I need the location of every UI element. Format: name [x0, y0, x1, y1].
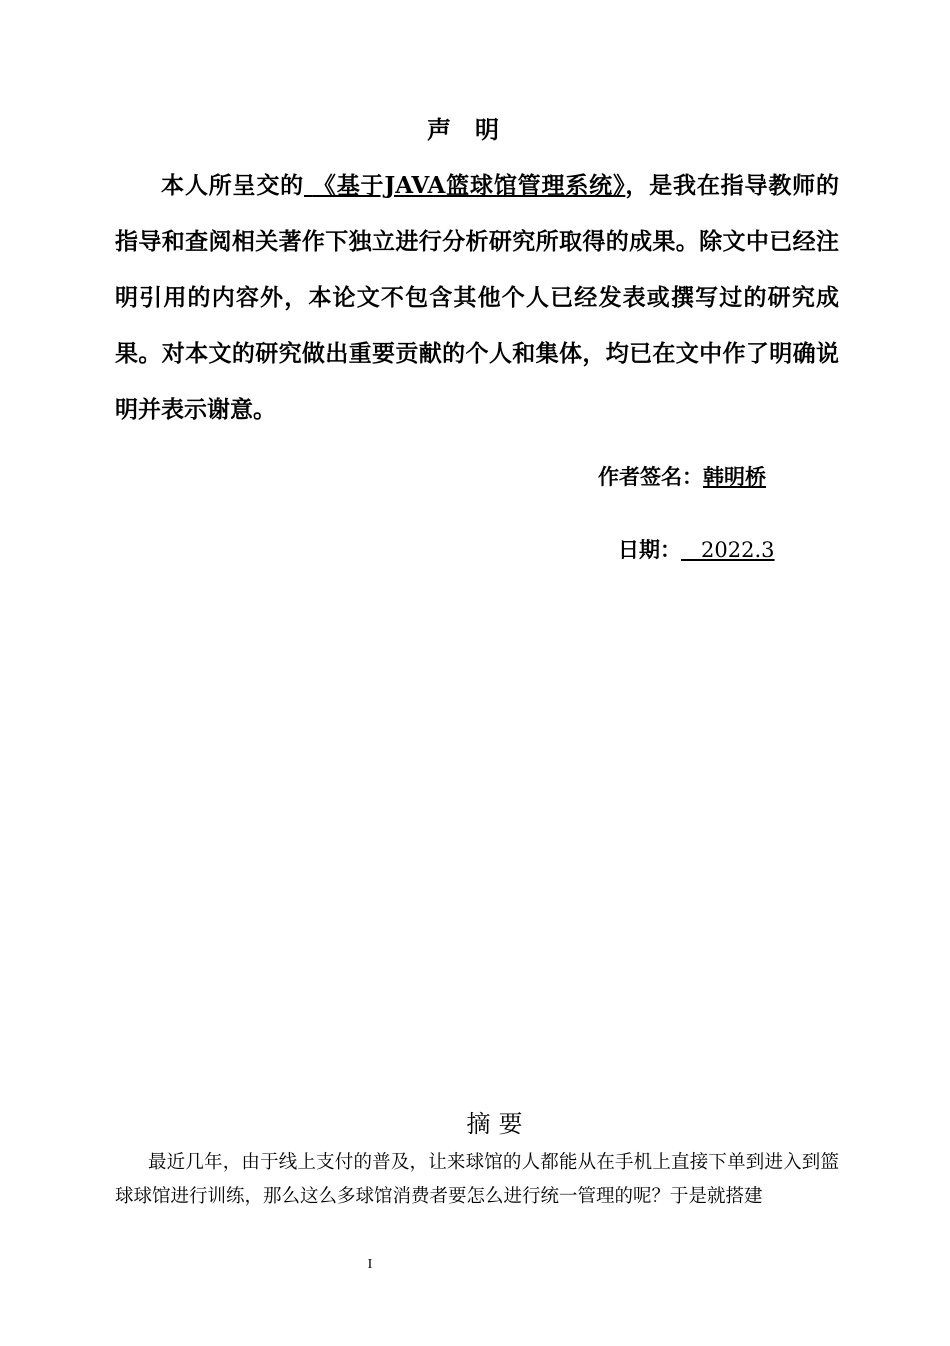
date-underline-pad [681, 538, 701, 562]
date-row [598, 535, 775, 565]
declaration-paragraph [115, 158, 839, 438]
underline-pad [304, 172, 313, 199]
declaration-intro: 本人所呈交的 [161, 172, 305, 199]
abstract-paragraph: 最近几年，由于线上支付的普及，让来球馆的人都能从在手机上直接下单到进入到篮球球馆进行训练，那么这么多球馆消费者要怎么进行统一管理的呢？于是就搭建 [115, 1152, 839, 1207]
abstract-title: 摘要 [466, 1110, 531, 1138]
date-label: 日期： [618, 537, 681, 562]
declaration-title: 声明 [427, 115, 523, 144]
author-signature-name: 韩明桥 [703, 464, 766, 489]
declaration-body-text: ，是我在指导教师的指导和查阅相关著作下独立进行分析研究所取得的成果。除文中已经注明引用的内容外，本论文不包含其他个人已经发表或撰写过的研究成果。对本文的研究做出重要贡献的个人和集体，均已在文中作了明确说明并表示谢意。 [115, 172, 839, 423]
page-number: I [367, 1257, 373, 1272]
thesis-title: 《基于JAVA篮球馆管理系统》 [312, 172, 626, 199]
author-signature-row [598, 462, 766, 492]
author-signature-label: 作者签名： [598, 464, 703, 489]
date-value: 2022.3 [701, 538, 775, 562]
